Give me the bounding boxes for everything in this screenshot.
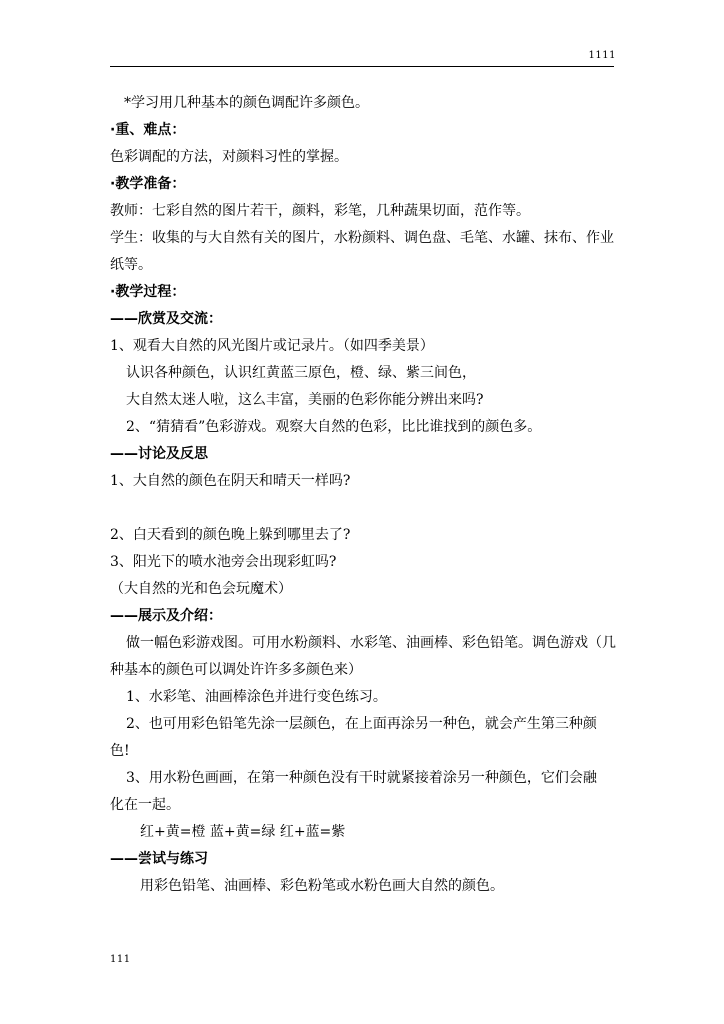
section-heading: ·教学准备： — [110, 176, 186, 192]
text-line: 大自然太迷人啦，这么丰富，美丽的色彩你能分辨出来吗? — [126, 392, 484, 408]
text-line: 种基本的颜色可以调处许许多多颜色来） — [110, 662, 362, 678]
text-line: 色彩调配的方法，对颜料习性的掌握。 — [110, 149, 348, 165]
text-line: 1、大自然的颜色在阴天和晴天一样吗? — [110, 473, 351, 489]
subsection-heading: ——展示及介绍： — [110, 608, 222, 624]
text-line: 教师：七彩自然的图片若干，颜料，彩笔，几种蔬果切面，范作等。 — [110, 203, 530, 219]
header-page-number: 1111 — [588, 50, 616, 61]
header-rule — [110, 66, 614, 67]
text-line: 2、白天看到的颜色晚上躲到哪里去了? — [110, 527, 351, 543]
text-line: *学习用几种基本的颜色调配许多颜色。 — [124, 95, 369, 111]
text-line: 认识各种颜色，认识红黄蓝三原色，橙、绿、紫三间色， — [126, 365, 476, 381]
text-line: 化在一起。 — [110, 797, 180, 813]
text-line: 3、阳光下的喷水池旁会出现彩虹吗? — [110, 554, 337, 570]
text-line: （大自然的光和色会玩魔术） — [110, 581, 292, 597]
text-line: 2、“猜猜看”色彩游戏。观察大自然的色彩，比比谁找到的颜色多。 — [126, 419, 542, 435]
footer-page-number: 111 — [110, 954, 131, 965]
text-line: 学生：收集的与大自然有关的图片，水粉颜料、调色盘、毛笔、水罐、抹布、作业 — [110, 230, 614, 246]
text-line: 2、也可用彩色铅笔先涂一层颜色，在上面再涂另一种色，就会产生第三种颜 — [126, 716, 597, 732]
text-line: 纸等。 — [110, 257, 152, 273]
subsection-heading: ——讨论及反思 — [110, 446, 208, 462]
section-heading: ·重、难点： — [110, 122, 186, 138]
text-line: 用彩色铅笔、油画棒、彩色粉笔或水粉色画大自然的颜色。 — [140, 878, 504, 894]
subsection-heading: ——欣赏及交流： — [110, 311, 222, 327]
text-line: 1、观看大自然的风光图片或记录片。（如四季美景） — [110, 338, 434, 354]
text-line: 做一幅色彩游戏图。可用水粉颜料、水彩笔、油画棒、彩色铅笔。调色游戏（几 — [126, 635, 616, 651]
text-line: 色! — [110, 743, 130, 759]
text-line: 1、水彩笔、油画棒涂色并进行变色练习。 — [126, 689, 387, 705]
formula-line: 红+黄=橙 蓝+黄=绿 红+蓝=紫 — [140, 824, 346, 840]
text-line: 3、用水粉色画画，在第一种颜色没有干时就紧接着涂另一种颜色，它们会融 — [126, 770, 597, 786]
subsection-heading: ——尝试与练习 — [110, 851, 208, 867]
section-heading: ·教学过程： — [110, 284, 186, 300]
